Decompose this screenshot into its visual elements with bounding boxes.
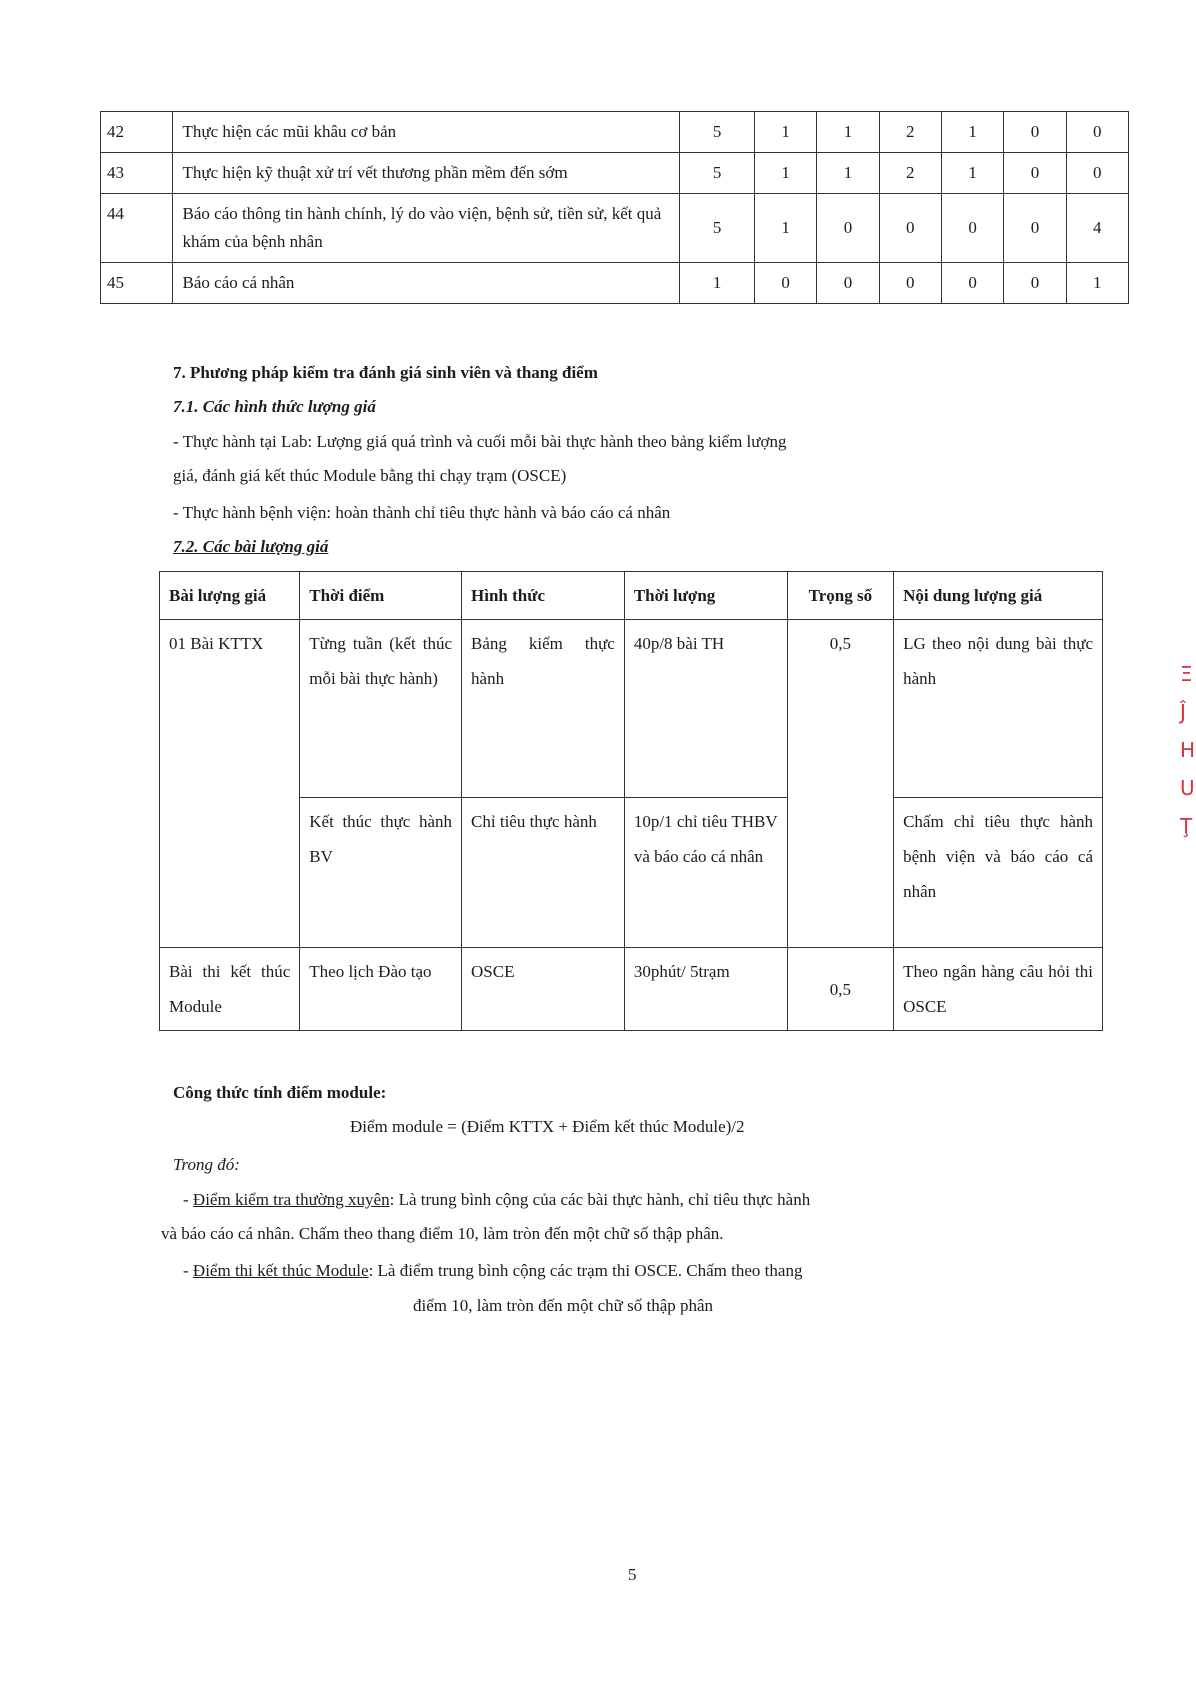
stamp-char: Ţ [1180,814,1193,838]
cell-thoi-diem: Từng tuần (kết thúc mỗi bài thực hành) [300,620,462,798]
assessment-header-row [160,572,1103,620]
row-number: 42 [101,112,173,153]
cell-thoi-luong: 40p/8 bài TH [624,620,787,798]
assessment-row [160,948,1103,1031]
definition-kttx-line1: - Điểm kiểm tra thường xuyên: Là trung bình cộng của các bài thực hành, chỉ tiêu thực hành [183,1190,811,1209]
skill-name: Báo cáo thông tin hành chính, lý do vào viện, bệnh sử, tiền sử, kết quả khám của bệnh nhân [172,194,680,263]
cell-bai: Bài thi kết thúc Module [160,948,300,1031]
row-number: 45 [101,263,173,304]
stamp-char: U [1180,776,1195,800]
assessment-row [160,620,1103,798]
stamp-char: H [1180,738,1196,762]
assessment-table [159,571,1103,1031]
header-hinh-thuc: Hình thức [462,572,625,620]
formula-text: Điểm module = (Điểm KTTX + Điểm kết thúc Module)/2 [350,1117,745,1136]
paragraph-lab-line2: giá, đánh giá kết thúc Module bằng thi chạy trạm (OSCE) [173,466,567,485]
skill-count: 2 [879,153,941,194]
definition-kttx-text: : Là trung bình cộng của các bài thực hành, chỉ tiêu thực hành [389,1190,811,1209]
skill-count: 0 [754,263,816,304]
skill-count: 0 [941,194,1003,263]
cell-noi-dung: Theo ngân hàng câu hỏi thi OSCE [894,948,1103,1031]
definition-module-line2: điểm 10, làm tròn đến một chữ số thập phân [413,1296,714,1315]
skill-count: 0 [1066,153,1128,194]
skill-count: 1 [941,112,1003,153]
stamp-fragment-icon [1180,655,1196,845]
header-bai-luong-gia: Bài lượng giá [160,572,300,620]
skill-count: 5 [680,153,755,194]
cell-noi-dung: Chấm chỉ tiêu thực hành bệnh viện và báo cáo cá nhân [894,798,1103,948]
stamp-char: Ξ [1180,662,1193,686]
skill-count: 1 [817,153,879,194]
cell-noi-dung: LG theo nội dung bài thực hành [894,620,1103,798]
skill-count: 1 [817,112,879,153]
skill-count: 0 [817,263,879,304]
definition-module-text: : Là điểm trung bình cộng các trạm thi OSCE. Chấm theo thang [368,1261,803,1280]
skill-count: 0 [879,194,941,263]
cell-bai: 01 Bài KTTX [160,620,300,948]
skills-table [100,111,1129,304]
skill-count: 0 [941,263,1003,304]
skill-count: 5 [680,194,755,263]
skill-count: 0 [1004,194,1066,263]
cell-thoi-diem: Kết thúc thực hành BV [300,798,462,948]
skill-name: Thực hiện các mũi khâu cơ bản [172,112,680,153]
skill-count: 1 [941,153,1003,194]
skill-count: 0 [1066,112,1128,153]
cell-hinh-thuc: Chỉ tiêu thực hành [462,798,625,948]
row-number: 43 [101,153,173,194]
skills-row [101,194,1129,263]
skills-row [101,263,1129,304]
definition-kttx-line2: và báo cáo cá nhân. Chấm theo thang điểm 10, làm tròn đến một chữ số thập phân. [161,1224,724,1243]
cell-trong-so: 0,5 [787,948,893,1031]
skill-count: 1 [754,153,816,194]
skill-name: Báo cáo cá nhân [172,263,680,304]
cell-hinh-thuc: Bảng kiểm thực hành [462,620,625,798]
skill-count: 1 [754,112,816,153]
row-number: 44 [101,194,173,263]
page-number: 5 [628,1565,637,1584]
header-thoi-diem: Thời điểm [300,572,462,620]
subsection-heading-7-1: 7.1. Các hình thức lượng giá [173,397,376,416]
skill-count: 1 [754,194,816,263]
header-noi-dung: Nội dung lượng giá [894,572,1103,620]
cell-thoi-luong: 10p/1 chỉ tiêu THBV và báo cáo cá nhân [624,798,787,948]
skills-row [101,112,1129,153]
skill-count: 0 [879,263,941,304]
header-trong-so: Trọng số [787,572,893,620]
header-thoi-luong: Thời lượng [624,572,787,620]
stamp-char: Ĵ [1180,700,1186,724]
assessment-row [160,798,1103,948]
skill-count: 2 [879,112,941,153]
skill-count: 1 [1066,263,1128,304]
section-heading: 7. Phương pháp kiểm tra đánh giá sinh viên và thang điểm [173,363,598,382]
skill-count: 4 [1066,194,1128,263]
definition-module-line1: - Điểm thi kết thúc Module: Là điểm trung bình cộng các trạm thi OSCE. Chấm theo thang [183,1261,803,1280]
skill-count: 0 [1004,263,1066,304]
cell-trong-so: 0,5 [787,620,893,948]
trong-do-label: Trong đó: [173,1155,240,1174]
skill-count: 0 [1004,112,1066,153]
skill-count: 5 [680,112,755,153]
paragraph-lab-line1: - Thực hành tại Lab: Lượng giá quá trình và cuối mỗi bài thực hành theo bảng kiểm lượng [173,432,787,451]
cell-thoi-luong: 30phút/ 5trạm [624,948,787,1031]
skills-row [101,153,1129,194]
skill-count: 1 [680,263,755,304]
skill-count: 0 [817,194,879,263]
skill-count: 0 [1004,153,1066,194]
definition-module-term: Điểm thi kết thúc Module [192,1261,369,1280]
cell-thoi-diem: Theo lịch Đào tạo [300,948,462,1031]
skill-name: Thực hiện kỹ thuật xử trí vết thương phần mềm đến sớm [172,153,680,194]
paragraph-hospital: - Thực hành bệnh viện: hoàn thành chỉ tiêu thực hành và báo cáo cá nhân [173,503,671,522]
formula-heading: Công thức tính điểm module: [173,1083,387,1102]
cell-hinh-thuc: OSCE [462,948,625,1031]
subsection-heading-7-2: 7.2. Các bài lượng giá [173,537,329,556]
definition-kttx-term: Điểm kiểm tra thường xuyên [192,1190,390,1209]
